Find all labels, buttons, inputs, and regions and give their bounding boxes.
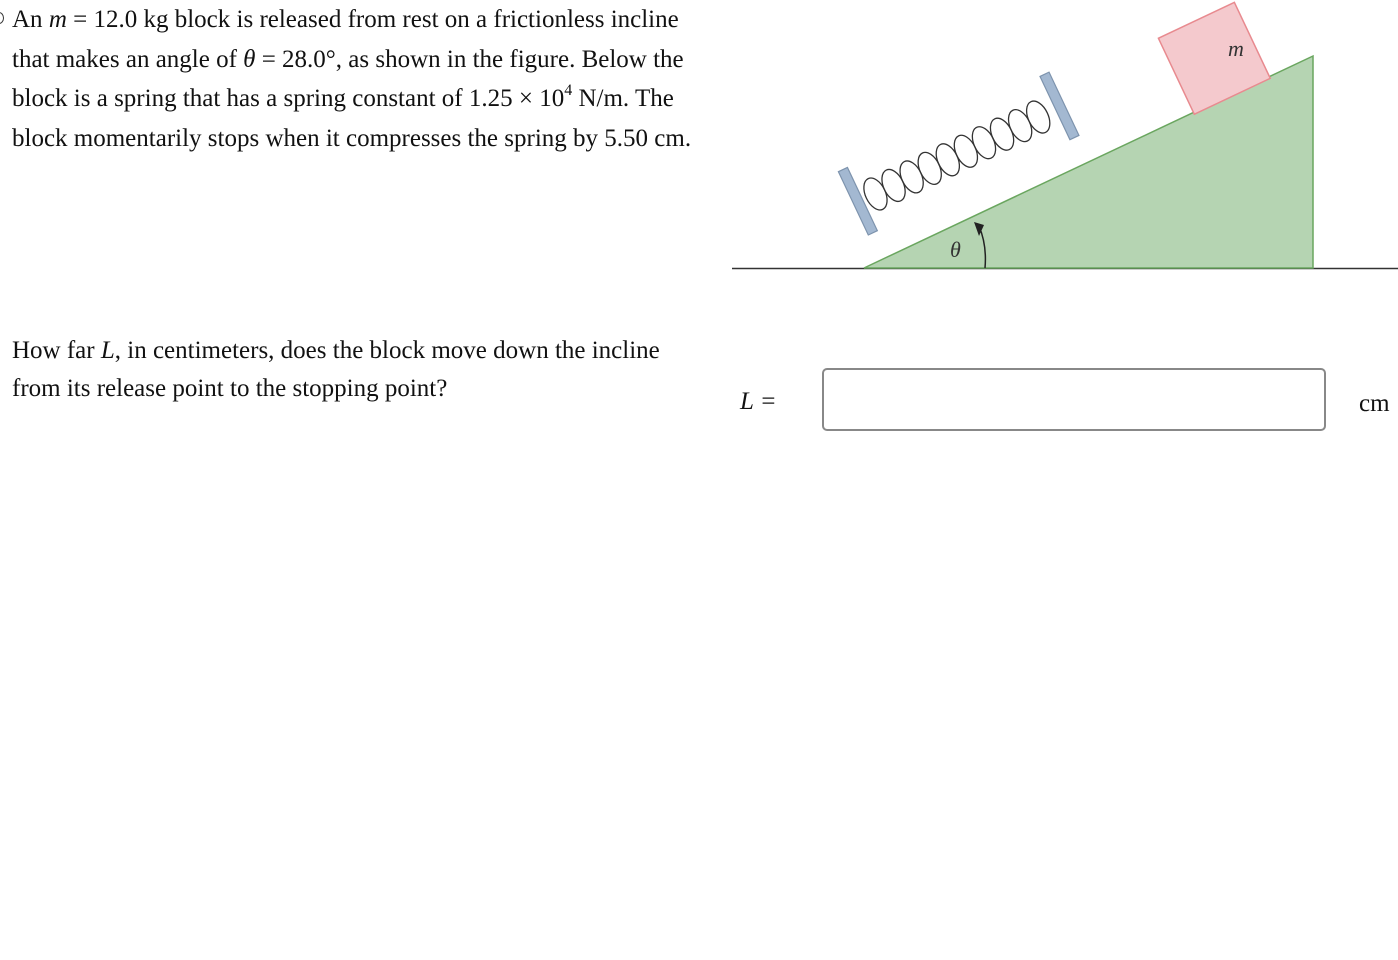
answer-input[interactable] (822, 368, 1326, 431)
incline-figure (730, 0, 1398, 280)
problem-statement: An m = 12.0 kg block is released from rest on a frictionless incline that makes an angle of θ = 28.0°, as shown in the figure. Below the block is a spring that has a spring constant of $1.25 \times 10^4$ N/m. The block momentarily stops when it compresses the spring by 5.50 cm. (12, 6, 692, 152)
question-prompt: How far L, in centimeters, does the block move down the incline from its release point to the stopping point? (12, 337, 660, 402)
unit-label: cm (1359, 390, 1390, 417)
answer-label: L = (740, 388, 777, 415)
edge-mark (0, 12, 4, 24)
block-label: m (1228, 36, 1244, 61)
angle-label: θ (950, 237, 961, 262)
spring-top-plate (1040, 72, 1079, 140)
